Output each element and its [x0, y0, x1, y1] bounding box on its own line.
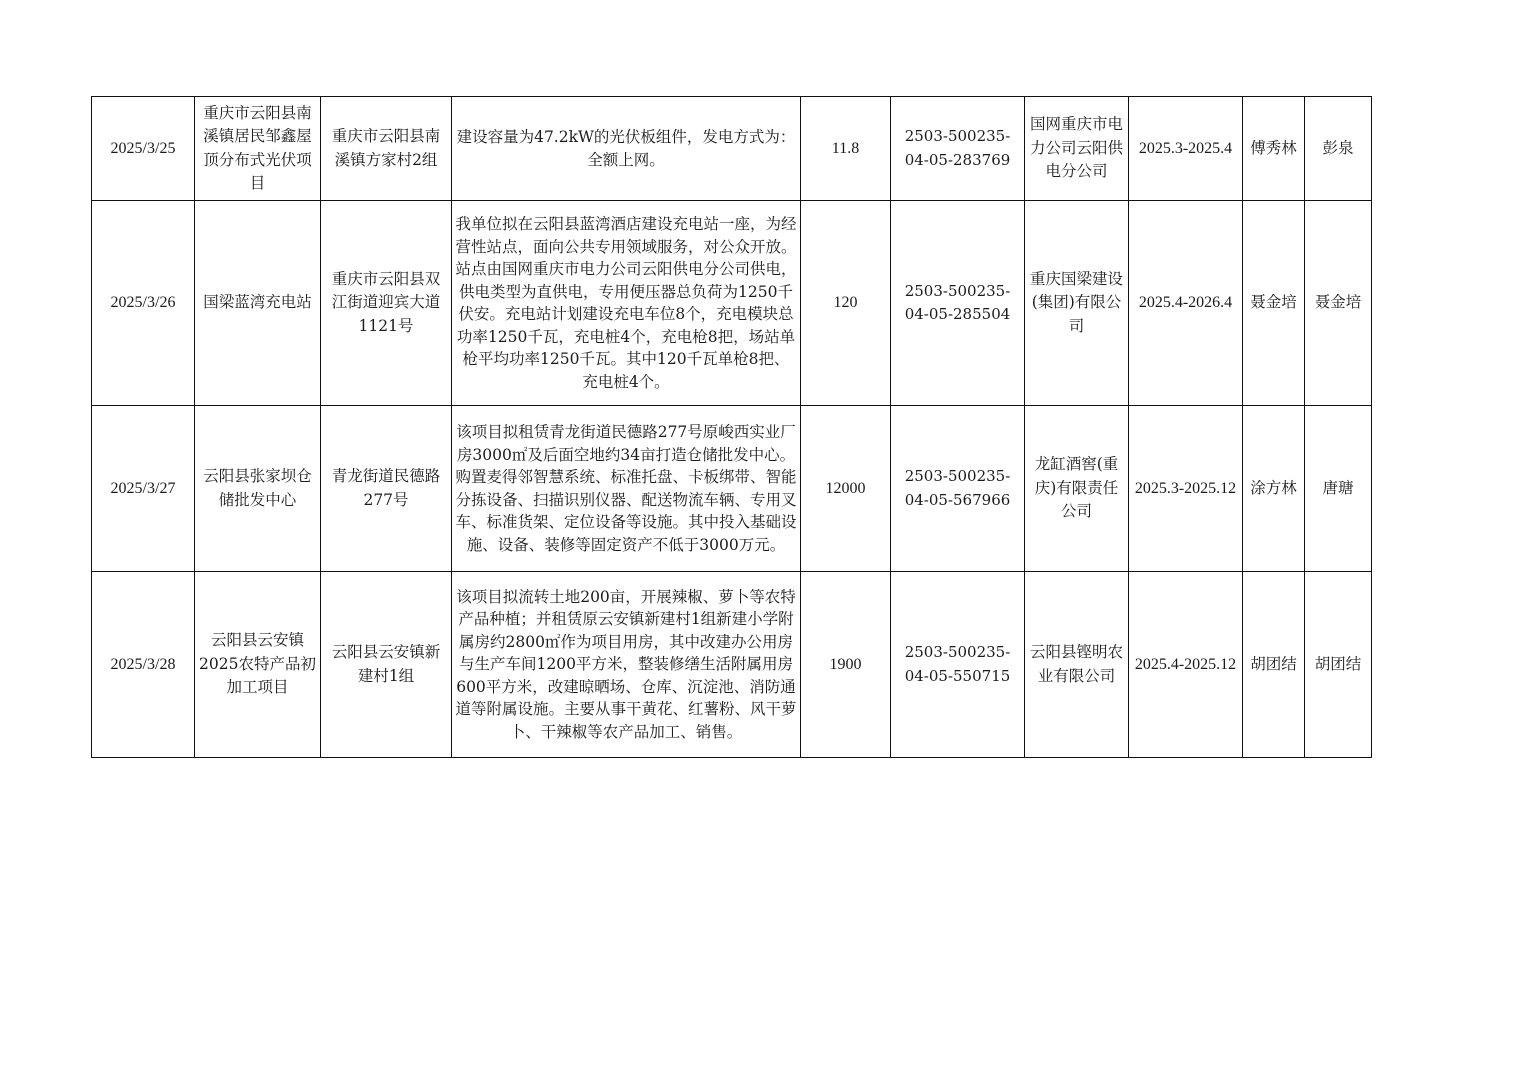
- content-cell: [452, 97, 801, 201]
- responsible-person-cell: 彭泉: [1305, 97, 1372, 201]
- date-cell: 2025/3/26: [92, 201, 195, 406]
- investment-cell: 12000: [801, 406, 891, 572]
- project-code-cell: 2503-500235-04-05-567966: [891, 406, 1025, 572]
- contact-person-cell: 胡团结: [1243, 572, 1305, 758]
- content-text: 我单位拟在云阳县蓝湾酒店建设充电站一座，为经营性站点，面向公共专用领域服务，对公众开放。站点由国网重庆市电力公司云阳供电分公司供电，供电类型为直供电，专用便压器总负荷为1250千伏安。充电站计划建设充电车位8个，充电模块总功率1250千瓦，充电桩4个，充电枪8把，场站单枪平均功率1250千瓦。其中120千瓦单枪8把、充电桩4个。: [455, 215, 797, 391]
- content-cell: [452, 572, 801, 758]
- project-code-cell: 2503-500235-04-05-285504: [891, 201, 1025, 406]
- project-name-cell: 云阳县张家坝仓储批发中心: [195, 406, 321, 572]
- location-cell: 云阳县云安镇新建村1组: [321, 572, 452, 758]
- location-cell: 重庆市云阳县双江街道迎宾大道1121号: [321, 201, 452, 406]
- period-cell: 2025.4-2026.4: [1129, 201, 1243, 406]
- investment-cell: 1900: [801, 572, 891, 758]
- location-cell: 青龙街道民德路277号: [321, 406, 452, 572]
- contact-person-cell: 聂金培: [1243, 201, 1305, 406]
- date-cell: 2025/3/27: [92, 406, 195, 572]
- company-cell: 龙缸酒窖(重庆)有限责任公司: [1025, 406, 1129, 572]
- content-cell: [452, 201, 801, 406]
- table-row: [92, 406, 1372, 572]
- project-table: [91, 96, 1372, 758]
- contact-person-cell: 涂方林: [1243, 406, 1305, 572]
- investment-cell: 120: [801, 201, 891, 406]
- project-name-cell: 国梁蓝湾充电站: [195, 201, 321, 406]
- project-code-cell: 2503-500235-04-05-283769: [891, 97, 1025, 201]
- responsible-person-cell: 唐瑭: [1305, 406, 1372, 572]
- project-name-cell: 重庆市云阳县南溪镇居民邹鑫屋顶分布式光伏项目: [195, 97, 321, 201]
- company-cell: 重庆国梁建设(集团)有限公司: [1025, 201, 1129, 406]
- table-row: [92, 572, 1372, 758]
- project-name-cell: 云阳县云安镇2025农特产品初加工项目: [195, 572, 321, 758]
- project-code-cell: 2503-500235-04-05-550715: [891, 572, 1025, 758]
- table-row: [92, 201, 1372, 406]
- date-cell: 2025/3/28: [92, 572, 195, 758]
- period-cell: 2025.3-2025.4: [1129, 97, 1243, 201]
- period-cell: 2025.3-2025.12: [1129, 406, 1243, 572]
- company-cell: 国网重庆市电力公司云阳供电分公司: [1025, 97, 1129, 201]
- table-row: [92, 97, 1372, 201]
- content-text: 该项目拟流转土地200亩，开展辣椒、萝卜等农特产品种植；并租赁原云安镇新建村1组新建小学附属房约2800㎡作为项目用房，其中改建办公用房与生产车间1200平方米，整装修缮生活附属用房600平方米，改建晾晒场、仓库、沉淀池、消防通道等附属设施。主要从事干黄花、红薯粉、风干萝卜、干辣椒等农产品加工、销售。: [455, 587, 797, 741]
- period-cell: 2025.4-2025.12: [1129, 572, 1243, 758]
- responsible-person-cell: 胡团结: [1305, 572, 1372, 758]
- contact-person-cell: 傅秀林: [1243, 97, 1305, 201]
- content-text: 该项目拟租赁青龙街道民德路277号原峻西实业厂房3000㎡及后面空地约34亩打造仓储批发中心。购置麦得邻智慧系统、标准托盘、卡板绑带、智能分拣设备、扫描识别仪器、配送物流车辆、专用叉车、标准货架、定位设备等设施。其中投入基础设施、设备、装修等固定资产不低于3000万元。: [455, 423, 797, 554]
- responsible-person-cell: 聂金培: [1305, 201, 1372, 406]
- content-text: 建设容量为47.2kW的光伏板组件，发电方式为：全额上网。: [456, 128, 796, 169]
- location-cell: 重庆市云阳县南溪镇方家村2组: [321, 97, 452, 201]
- date-cell: 2025/3/25: [92, 97, 195, 201]
- company-cell: 云阳县铿明农业有限公司: [1025, 572, 1129, 758]
- investment-cell: 11.8: [801, 97, 891, 201]
- content-cell: [452, 406, 801, 572]
